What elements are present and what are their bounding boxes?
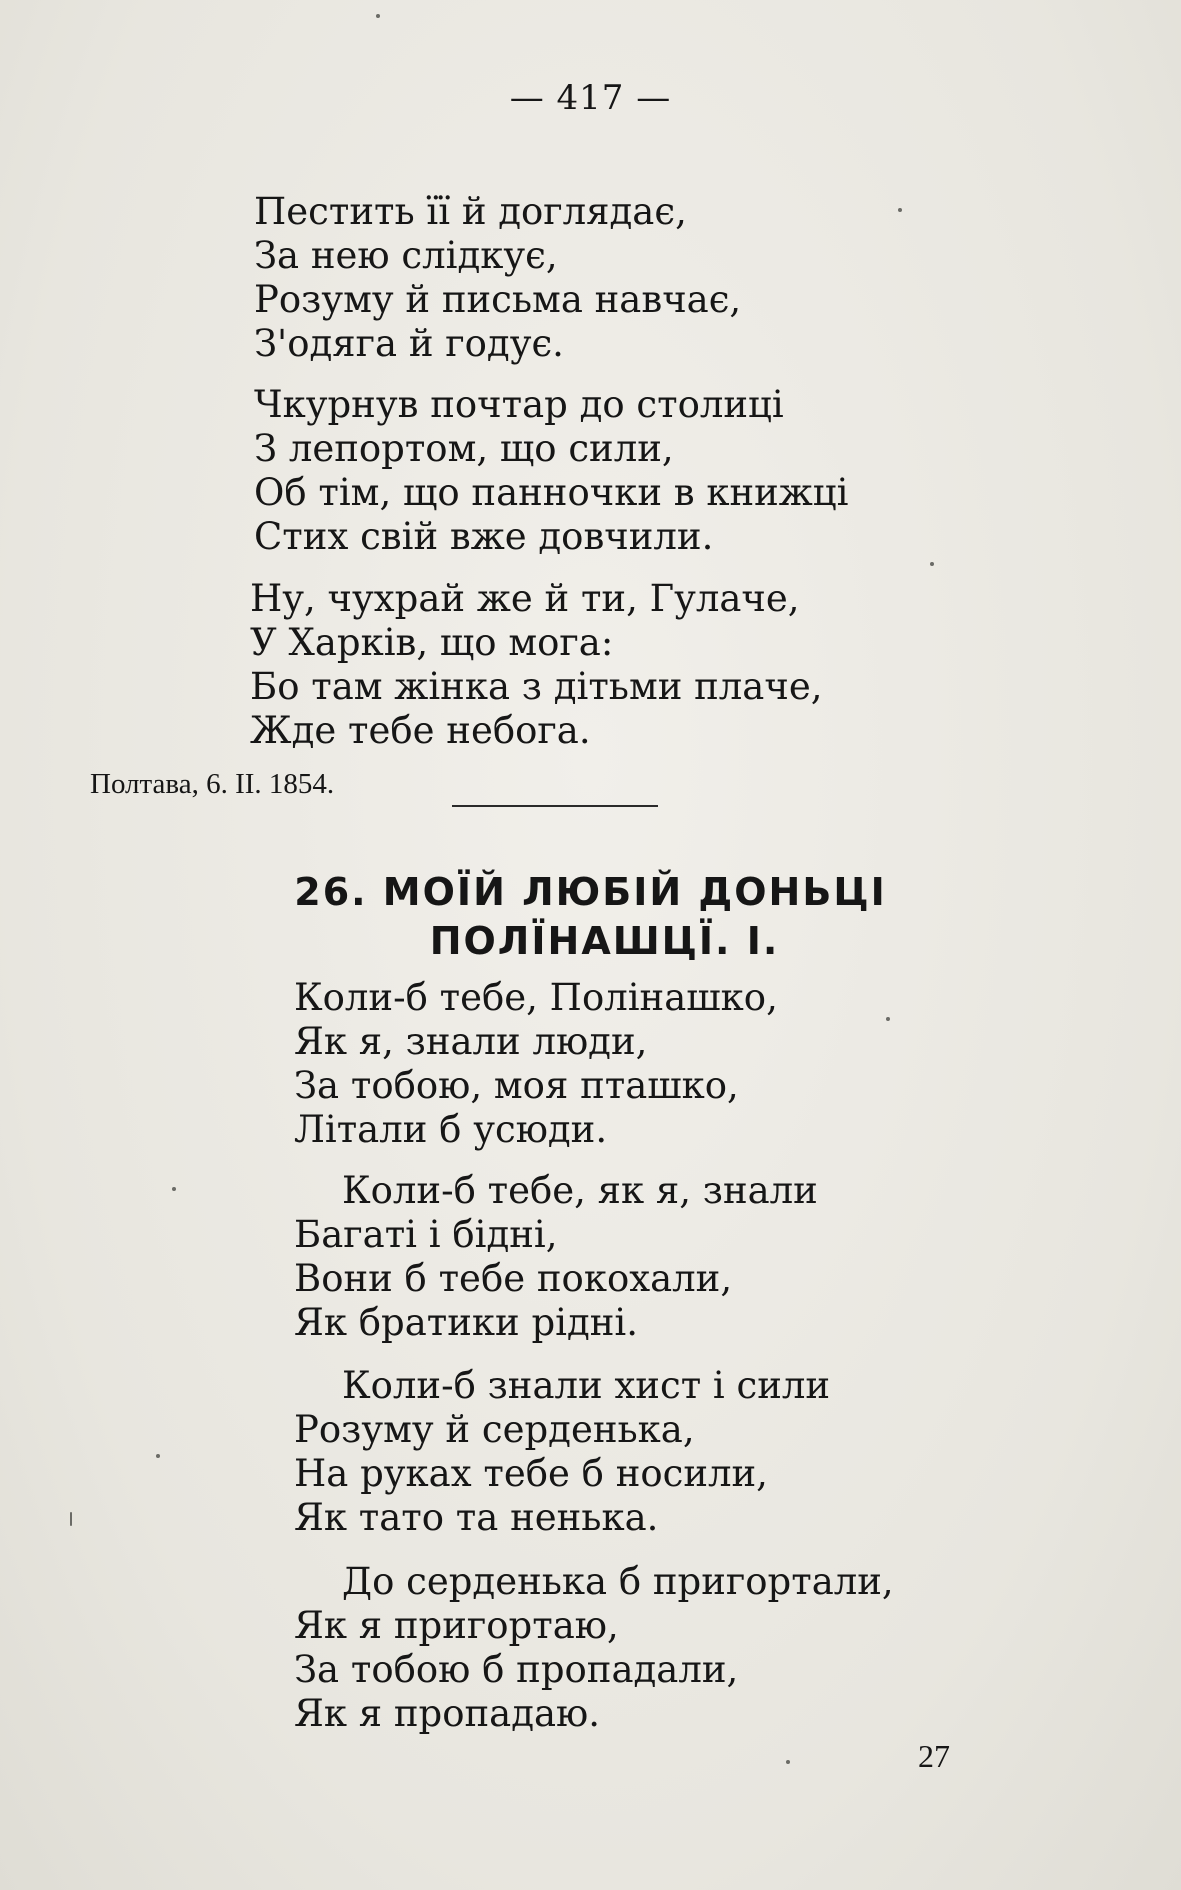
- paper-speck: [172, 1187, 176, 1191]
- verse-line: Ну, чухрай же й ти, Гулаче,: [250, 577, 800, 620]
- verse-line: Як тато та ненька.: [294, 1496, 659, 1539]
- verse-line: До серденька б пригортали,: [342, 1560, 894, 1603]
- verse-line: З'одяга й годує.: [254, 322, 564, 365]
- page-number: — 417 —: [509, 78, 672, 118]
- verse-line: Як я пригортаю,: [294, 1604, 619, 1647]
- stanza: [294, 1364, 830, 1540]
- verse-line: Розуму й серденька,: [294, 1408, 695, 1451]
- paper-speck: [886, 1017, 890, 1021]
- poem-title-line: ПОЛЇНАШЦЇ. I.: [429, 919, 780, 963]
- paper-speck: [898, 208, 902, 212]
- verse-line: Бо там жінка з дітьми плаче,: [250, 665, 823, 708]
- stanza: [294, 1560, 894, 1736]
- stanza: [254, 383, 848, 559]
- verse-line: З лепортом, що сили,: [254, 427, 674, 470]
- section-divider: [452, 805, 658, 807]
- stanza: [294, 1169, 818, 1345]
- poem-title: [0, 868, 1181, 966]
- verse-line: За тобою б пропадали,: [294, 1648, 739, 1691]
- verse-line: Коли-б знали хист і сили: [342, 1364, 831, 1407]
- printer-signature-mark: 27: [918, 1738, 950, 1774]
- verse-line: Як братики рідні.: [294, 1301, 639, 1344]
- verse-line: Розуму й письма навчає,: [254, 278, 742, 321]
- verse-line: Літали б усюди.: [294, 1108, 608, 1151]
- verse-line: Стих свій вже довчили.: [254, 515, 714, 558]
- stanza: [294, 976, 778, 1152]
- paper-speck: [376, 14, 380, 18]
- verse-line: У Харків, що мога:: [250, 621, 614, 664]
- paper-speck: [70, 1512, 72, 1526]
- paper-speck: [786, 1760, 790, 1764]
- stanza: [254, 190, 741, 366]
- verse-line: Коли-б тебе, Полінашко,: [294, 976, 778, 1019]
- verse-line: Як я пропадаю.: [294, 1692, 601, 1735]
- paper-speck: [156, 1454, 160, 1458]
- verse-line: Об тім, що панночки в книжці: [254, 471, 849, 514]
- verse-line: Пестить її й доглядає,: [254, 190, 687, 233]
- verse-line: Чкурнув почтар до столиці: [254, 383, 784, 426]
- verse-line: На руках тебе б носили,: [294, 1452, 768, 1495]
- poem-title-line: 26. МОЇЙ ЛЮБІЙ ДОНЬЦІ: [294, 870, 887, 914]
- paper-speck: [930, 562, 934, 566]
- stanza: [250, 577, 823, 753]
- verse-line: Як я, знали люди,: [294, 1020, 648, 1063]
- verse-line: За нею слідкує,: [254, 234, 558, 277]
- verse-line: Вони б тебе покохали,: [294, 1257, 733, 1300]
- verse-line: Багаті і бідні,: [294, 1213, 558, 1256]
- verse-line: За тобою, моя пташко,: [294, 1064, 739, 1107]
- verse-line: Коли-б тебе, як я, знали: [342, 1169, 818, 1212]
- dateline: Полтава, 6. II. 1854.: [90, 768, 335, 800]
- verse-line: Жде тебе небога.: [250, 709, 591, 752]
